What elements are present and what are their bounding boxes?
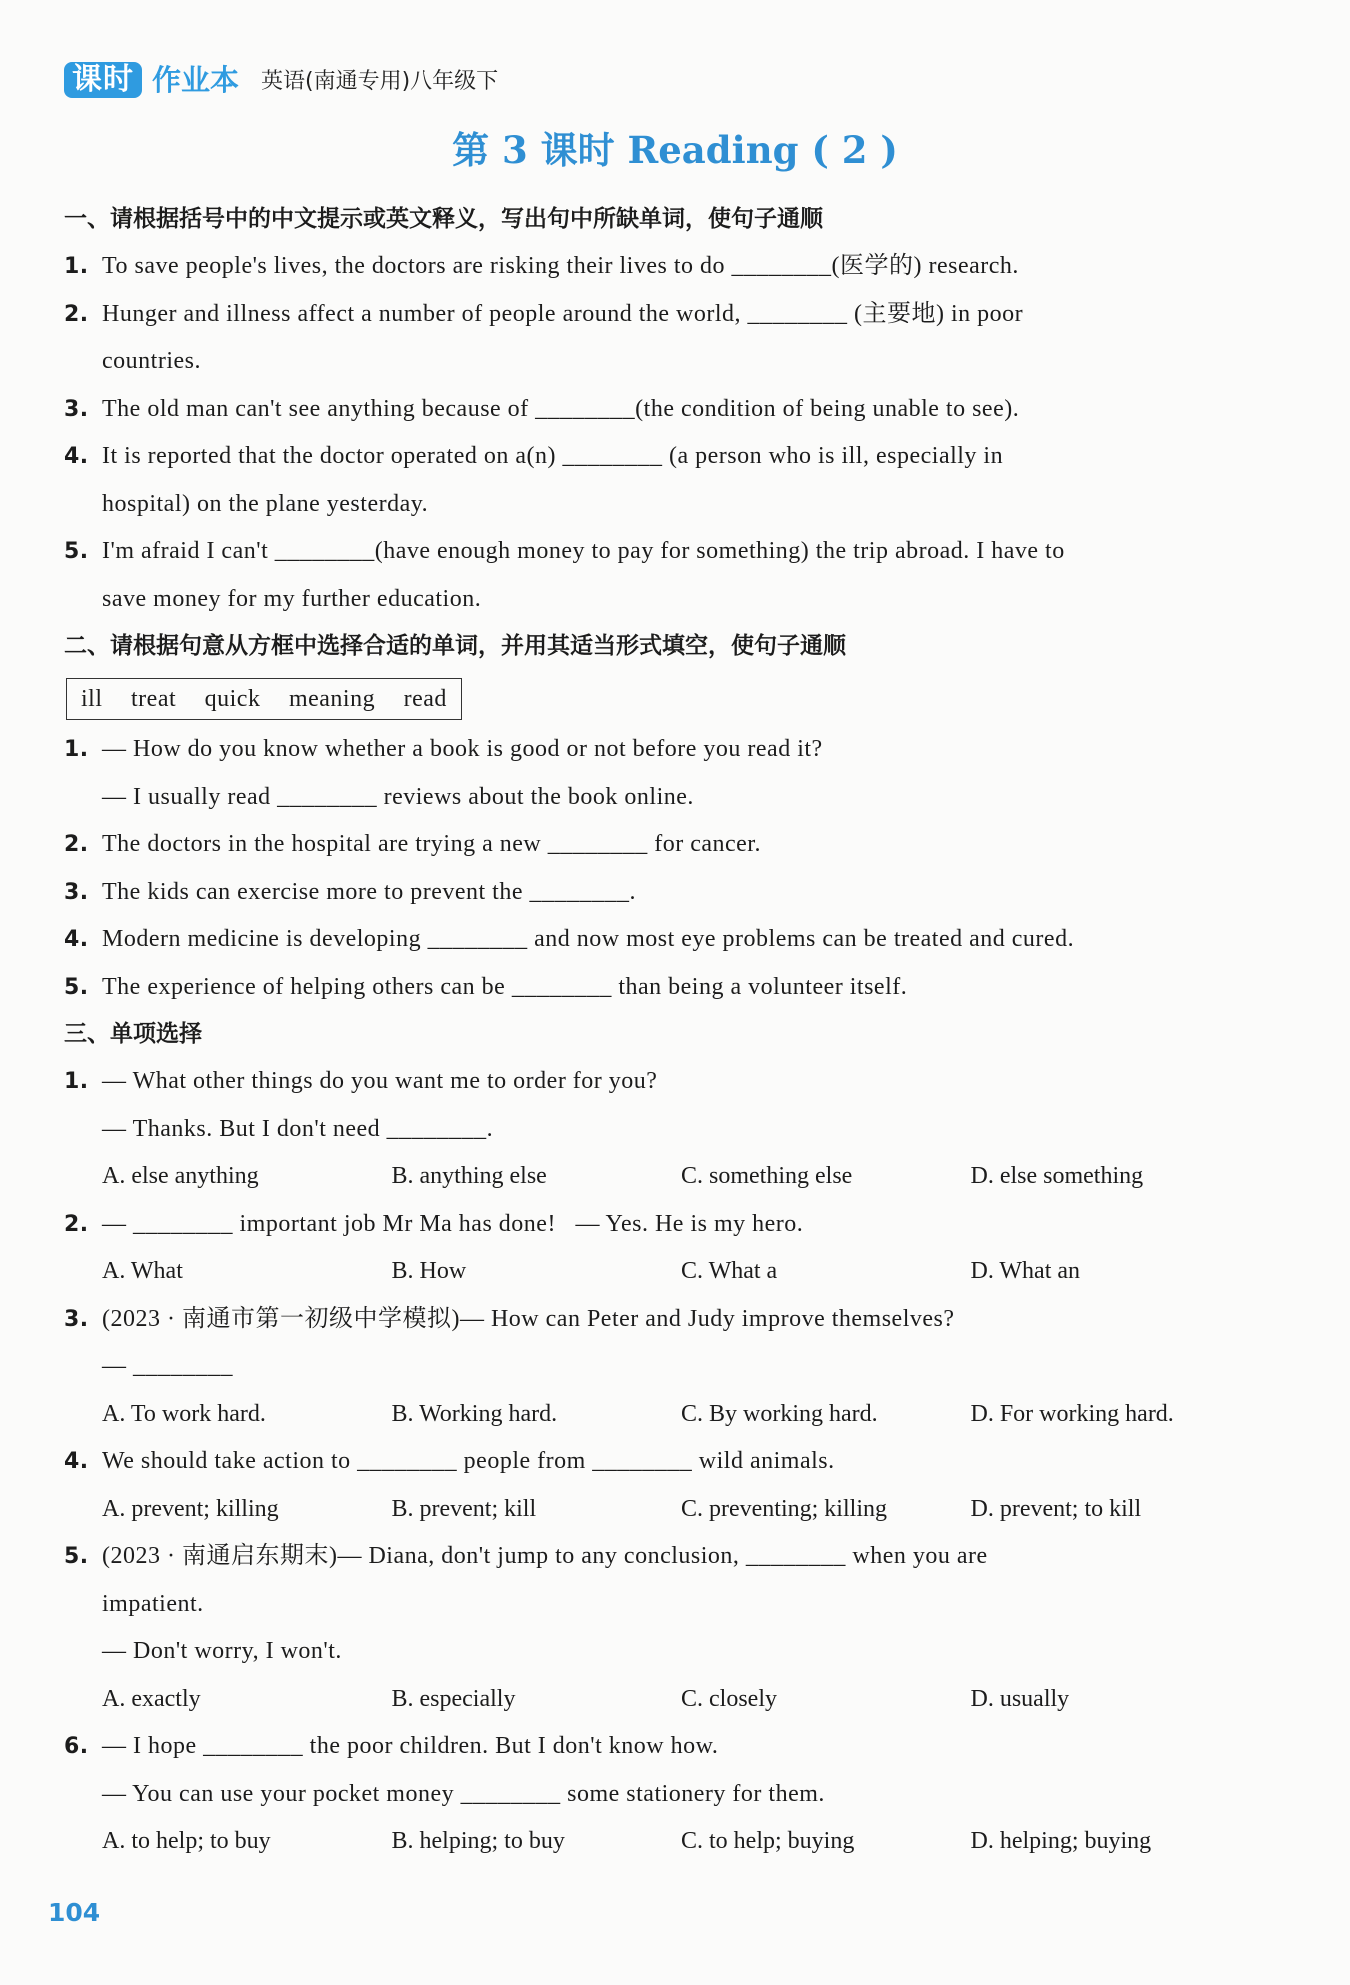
s1-question-5-continued: save money for my further education. bbox=[102, 585, 482, 612]
question-number: 5. bbox=[64, 974, 89, 1000]
s3-question-1-reply: — Thanks. But I don't need ________. bbox=[102, 1115, 494, 1142]
s3-question-3 bbox=[64, 1296, 1270, 1344]
question-text: To save people's lives, the doctors are risking their lives to do ________(医学的) research. bbox=[102, 253, 1019, 279]
option-c: C. What a bbox=[681, 1258, 778, 1284]
page-header bbox=[64, 62, 498, 98]
option-d: D. prevent; to kill bbox=[970, 1495, 1142, 1522]
s2-question-4 bbox=[64, 916, 1270, 964]
option-d: D. else something bbox=[970, 1163, 1144, 1189]
question-text: It is reported that the doctor operated on a(n) ________ (a person who is ill, especially in bbox=[102, 443, 1004, 469]
option-a: A. prevent; killing bbox=[102, 1495, 279, 1522]
s1-question-4-continued: hospital) on the plane yesterday. bbox=[102, 490, 429, 517]
s3-question-6-reply: — You can use your pocket money ________ some stationery for them. bbox=[102, 1780, 825, 1807]
s1-question-1 bbox=[64, 243, 1270, 291]
question-text: The kids can exercise more to prevent the ________. bbox=[102, 878, 636, 905]
option-c: C. preventing; killing bbox=[681, 1495, 887, 1522]
question-number: 4. bbox=[64, 927, 89, 952]
option-d: D. helping; buying bbox=[970, 1828, 1152, 1854]
s2-question-2 bbox=[64, 821, 1270, 869]
question-number: 2. bbox=[64, 301, 89, 327]
option-c: C. By working hard. bbox=[681, 1400, 878, 1427]
option-a: A. What bbox=[102, 1258, 183, 1284]
s1-question-5 bbox=[64, 528, 1270, 576]
question-text: The experience of helping others can be ________ than being a volunteer itself. bbox=[102, 973, 908, 1000]
brand-logo: 课时 bbox=[64, 62, 142, 98]
s3-question-5-reply: — Don't worry, I won't. bbox=[102, 1638, 342, 1664]
option-b: B. prevent; kill bbox=[391, 1495, 537, 1522]
question-text: I'm afraid I can't ________(have enough money to pay for something) the trip abroad. I have to bbox=[102, 538, 1065, 564]
s2-question-3 bbox=[64, 869, 1270, 917]
question-number: 5. bbox=[64, 539, 89, 564]
s3-question-3-reply: — ________ bbox=[102, 1353, 233, 1379]
section-2-heading: 二、请根据句意从方框中选择合适的单词，并用其适当形式填空，使句子通顺 bbox=[64, 633, 846, 659]
question-text: — What other things do you want me to order for you? bbox=[102, 1068, 658, 1094]
question-number: 4. bbox=[64, 1449, 89, 1474]
option-d: D. What an bbox=[970, 1258, 1081, 1284]
option-d: D. For working hard. bbox=[970, 1400, 1174, 1427]
section-1-heading: 一、请根据括号中的中文提示或英文释义，写出句中所缺单词，使句子通顺 bbox=[64, 206, 823, 232]
question-text: — How do you know whether a book is good or not before you read it? bbox=[102, 736, 823, 762]
s3-question-1-options bbox=[64, 1153, 1270, 1201]
brand-name: 作业本 bbox=[152, 63, 240, 97]
lesson-title: 第 3 课时 Reading ( 2 ) bbox=[452, 128, 898, 172]
section-3-heading: 三、单项选择 bbox=[64, 1021, 202, 1047]
s3-question-2 bbox=[64, 1201, 1270, 1249]
question-number: 5. bbox=[64, 1544, 89, 1569]
question-number: 2. bbox=[64, 1211, 89, 1237]
option-b: B. especially bbox=[391, 1685, 516, 1712]
question-text: Hunger and illness affect a number of people around the world, ________ (主要地) in poor bbox=[102, 300, 1024, 327]
question-number: 1. bbox=[64, 254, 89, 279]
s1-question-2-continued: countries. bbox=[102, 348, 201, 374]
option-a: A. to help; to buy bbox=[102, 1828, 271, 1854]
question-number: 1. bbox=[64, 737, 89, 762]
option-c: C. something else bbox=[681, 1163, 853, 1189]
exercise-content bbox=[64, 196, 1270, 1866]
s3-question-4-options bbox=[64, 1486, 1270, 1534]
question-text: Modern medicine is developing ________ and now most eye problems can be treated and cured. bbox=[102, 926, 1075, 952]
option-c: C. closely bbox=[681, 1685, 777, 1712]
word-box-row bbox=[64, 670, 1270, 726]
option-b: B. helping; to buy bbox=[391, 1828, 565, 1854]
question-number: 3. bbox=[64, 879, 89, 905]
series-title: 英语(南通专用)八年级下 bbox=[261, 69, 499, 94]
s2-question-5 bbox=[64, 964, 1270, 1012]
option-c: C. to help; buying bbox=[681, 1828, 855, 1854]
s3-question-6-options bbox=[64, 1818, 1270, 1866]
s3-question-2-options bbox=[64, 1248, 1270, 1296]
question-number: 1. bbox=[64, 1069, 89, 1094]
question-text: (2023 · 南通启东期末)— Diana, don't jump to any conclusion, ________ when you are bbox=[102, 1543, 988, 1569]
question-number: 3. bbox=[64, 1306, 89, 1332]
s3-question-5 bbox=[64, 1533, 1270, 1581]
option-a: A. To work hard. bbox=[102, 1400, 266, 1427]
s1-question-3 bbox=[64, 386, 1270, 434]
s3-question-1 bbox=[64, 1058, 1270, 1106]
s3-question-6 bbox=[64, 1723, 1270, 1771]
option-b: B. anything else bbox=[391, 1163, 547, 1189]
s3-question-5-continued: impatient. bbox=[102, 1590, 204, 1617]
option-b: B. How bbox=[391, 1258, 467, 1284]
question-text: — I hope ________ the poor children. But I don't know how. bbox=[102, 1733, 719, 1759]
s3-question-5-options bbox=[64, 1676, 1270, 1724]
page-number: 104 bbox=[48, 1898, 101, 1927]
question-text: The old man can't see anything because of ________(the condition of being unable to see). bbox=[102, 395, 1020, 422]
question-text: — ________ important job Mr Ma has done! — Yes. He is my hero. bbox=[102, 1210, 804, 1237]
option-a: A. exactly bbox=[102, 1685, 201, 1712]
s3-question-4 bbox=[64, 1438, 1270, 1486]
question-number: 4. bbox=[64, 444, 89, 469]
question-number: 2. bbox=[64, 832, 89, 857]
option-b: B. Working hard. bbox=[391, 1400, 558, 1427]
question-text: We should take action to ________ people from ________ wild animals. bbox=[102, 1448, 835, 1474]
s2-question-1 bbox=[64, 726, 1270, 774]
s2-question-1-reply: — I usually read ________ reviews about the book online. bbox=[102, 783, 694, 810]
option-a: A. else anything bbox=[102, 1163, 259, 1189]
question-text: (2023 · 南通市第一初级中学模拟)— How can Peter and Judy improve themselves? bbox=[102, 1305, 955, 1332]
option-d: D. usually bbox=[970, 1685, 1070, 1712]
question-number: 6. bbox=[64, 1734, 89, 1759]
s1-question-4 bbox=[64, 433, 1270, 481]
question-number: 3. bbox=[64, 396, 89, 422]
s1-question-2 bbox=[64, 291, 1270, 339]
question-text: The doctors in the hospital are trying a new ________ for cancer. bbox=[102, 831, 761, 857]
s3-question-3-options bbox=[64, 1391, 1270, 1439]
word-box: ill treat quick meaning read bbox=[66, 678, 462, 720]
